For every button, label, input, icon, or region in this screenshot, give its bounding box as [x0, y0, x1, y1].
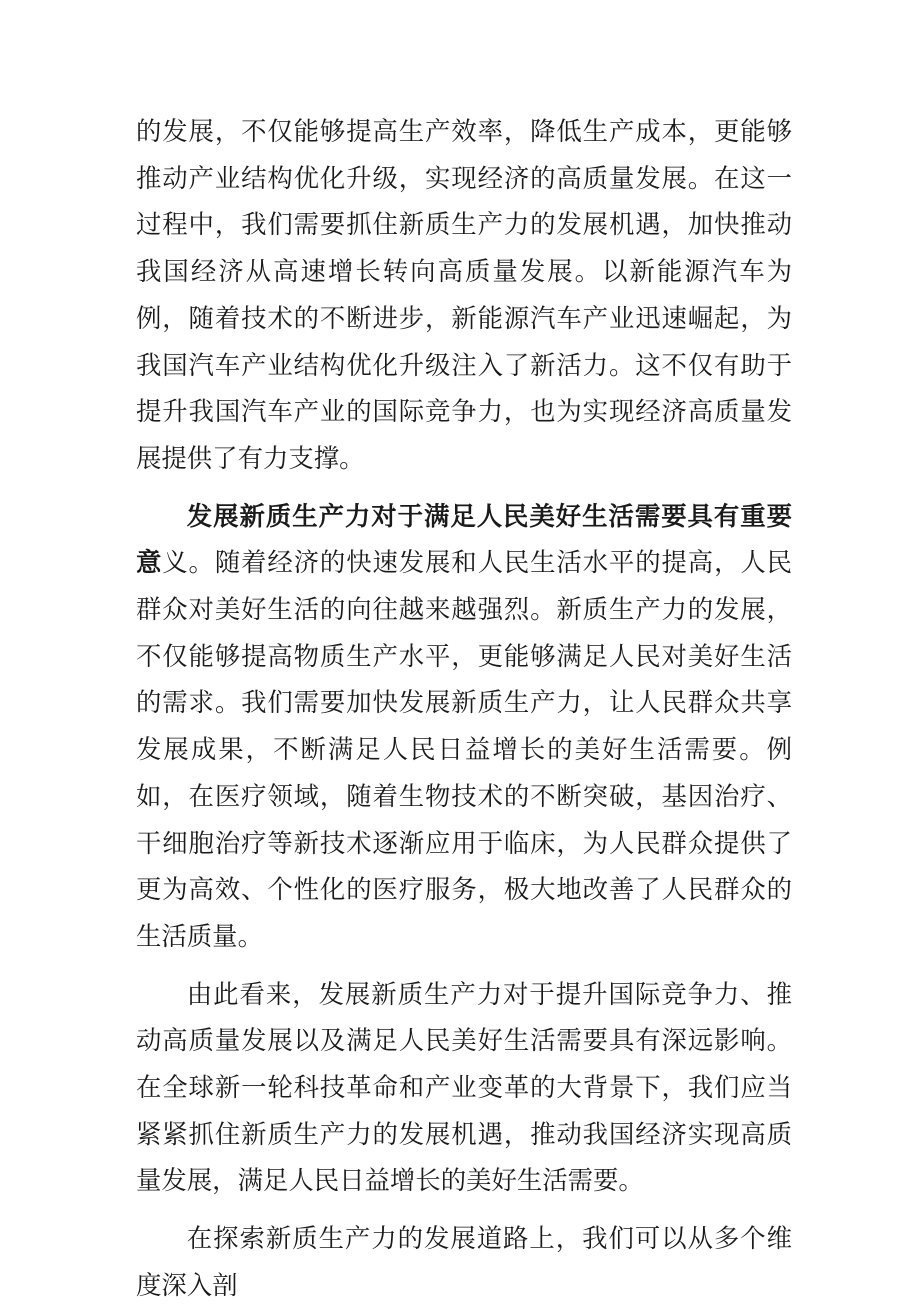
- paragraph-2-lead: 发展新质生产力对于满足人民美好生活需要具有重要意: [136, 500, 792, 578]
- paragraph-4-text: 在探索新质生产力的发展道路上，我们可以从多个维度深入剖: [136, 1223, 792, 1300]
- paragraph-2-text: 义。随着经济的快速发展和人民生活水平的提高，人民群众对美好生活的向往越来越强烈。新质生产力的发展，不仅能够提高物质生产水平，更能够满足人民对美好生活的需求。我们需要加快发展新质生产力，让人民群众共享发展成果，不断满足人民日益增长的美好生活需要。例如，在医疗领域，随着生物技术的不断突破，基因治疗、干细胞治疗等新技术逐渐应用于临床，为人民群众提供了更为高效、个性化的医疗服务，极大地改善了人民群众的生活质量。: [136, 547, 793, 951]
- document-body: [136, 108, 792, 1309]
- paragraph-1-text: 的发展，不仅能够提高生产效率，降低生产成本，更能够推动产业结构优化升级，实现经济的高质量发展。在这一过程中，我们需要抓住新质生产力的发展机遇，加快推动我国经济从高速增长转向高质量发展。以新能源汽车为例，随着技术的不断进步，新能源汽车产业迅速崛起，为我国汽车产业结构优化升级注入了新活力。这不仅有助于提升我国汽车产业的国际竞争力，也为实现经济高质量发展提供了有力支撑。: [136, 116, 792, 473]
- paragraph-3-text: 由此看来，发展新质生产力对于提升国际竞争力、推动高质量发展以及满足人民美好生活需要具有深远影响。在全球新一轮科技革命和产业变革的大背景下，我们应当紧紧抓住新质生产力的发展机遇，推动我国经济实现高质量发展，满足人民日益增长的美好生活需要。: [136, 978, 792, 1196]
- paragraph-4: [136, 1215, 792, 1308]
- paragraph-3: [136, 971, 792, 1205]
- paragraph-1: [136, 108, 792, 482]
- paragraph-2: [136, 493, 792, 960]
